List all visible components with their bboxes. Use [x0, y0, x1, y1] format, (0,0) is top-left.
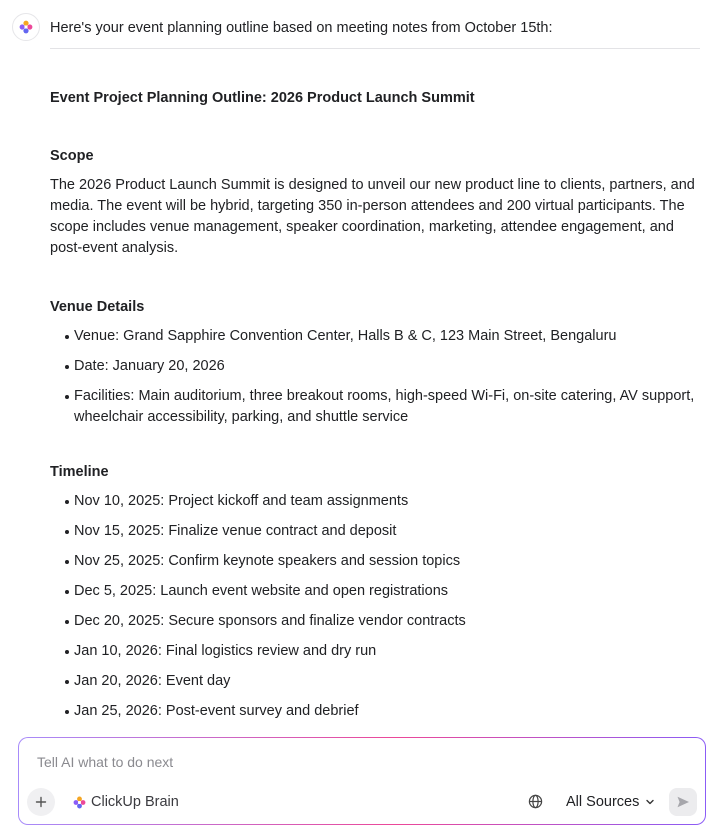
add-attachment-button[interactable]: [27, 788, 55, 816]
chevron-down-icon: [645, 797, 655, 807]
scope-heading: Scope: [50, 148, 94, 164]
venue-list: [50, 326, 700, 428]
globe-icon: [528, 794, 543, 809]
ai-prompt-input[interactable]: [37, 752, 677, 772]
timeline-item: Dec 5, 2025: Launch event website and open registrations: [50, 581, 700, 602]
timeline-list: [50, 491, 700, 722]
clickup-brain-logo-icon: [19, 20, 33, 34]
chat-response: [50, 0, 700, 731]
document-title: Event Project Planning Outline: 2026 Product Launch Summit: [50, 90, 475, 106]
sources-label: All Sources: [566, 794, 640, 810]
clickup-brain-icon: [73, 796, 86, 809]
timeline-item: Jan 20, 2026: Event day: [50, 671, 700, 692]
assistant-intro-text: Here's your event planning outline based on meeting notes from October 15th:: [50, 18, 700, 49]
timeline-item: Nov 15, 2025: Finalize venue contract and deposit: [50, 521, 700, 542]
timeline-item: Nov 25, 2025: Confirm keynote speakers and session topics: [50, 551, 700, 572]
send-button[interactable]: [669, 788, 697, 816]
timeline-item: Nov 10, 2025: Project kickoff and team assignments: [50, 491, 700, 512]
assistant-avatar: [12, 13, 40, 41]
sources-dropdown[interactable]: [566, 794, 655, 810]
web-search-toggle[interactable]: [528, 794, 543, 809]
venue-item: Venue: Grand Sapphire Convention Center, Halls B & C, 123 Main Street, Bengaluru: [50, 326, 700, 347]
clickup-brain-label: ClickUp Brain: [91, 794, 179, 810]
plus-icon: [35, 796, 47, 808]
scope-paragraph: The 2026 Product Launch Summit is designed to unveil our new product line to clients, partners, and media. The event will be hybrid, targeting 350 in-person attendees and 200 virtual participants. The scope includes venue management, speaker coordination, marketing, attendee engagement, and post-event analysis.: [50, 177, 695, 256]
clickup-brain-selector[interactable]: [73, 794, 179, 810]
venue-item: Facilities: Main auditorium, three breakout rooms, high-speed Wi-Fi, on-site catering, AV support, wheelchair accessibility, parking, and shuttle service: [50, 386, 700, 428]
send-icon: [676, 795, 690, 809]
ai-composer: [18, 737, 706, 825]
venue-heading: Venue Details: [50, 299, 145, 315]
timeline-item: Jan 25, 2026: Post-event survey and debrief: [50, 701, 700, 722]
timeline-heading: Timeline: [50, 464, 109, 480]
venue-item: Date: January 20, 2026: [50, 356, 700, 377]
timeline-item: Dec 20, 2025: Secure sponsors and finalize vendor contracts: [50, 611, 700, 632]
timeline-item: Jan 10, 2026: Final logistics review and dry run: [50, 641, 700, 662]
composer-panel: [19, 738, 705, 824]
